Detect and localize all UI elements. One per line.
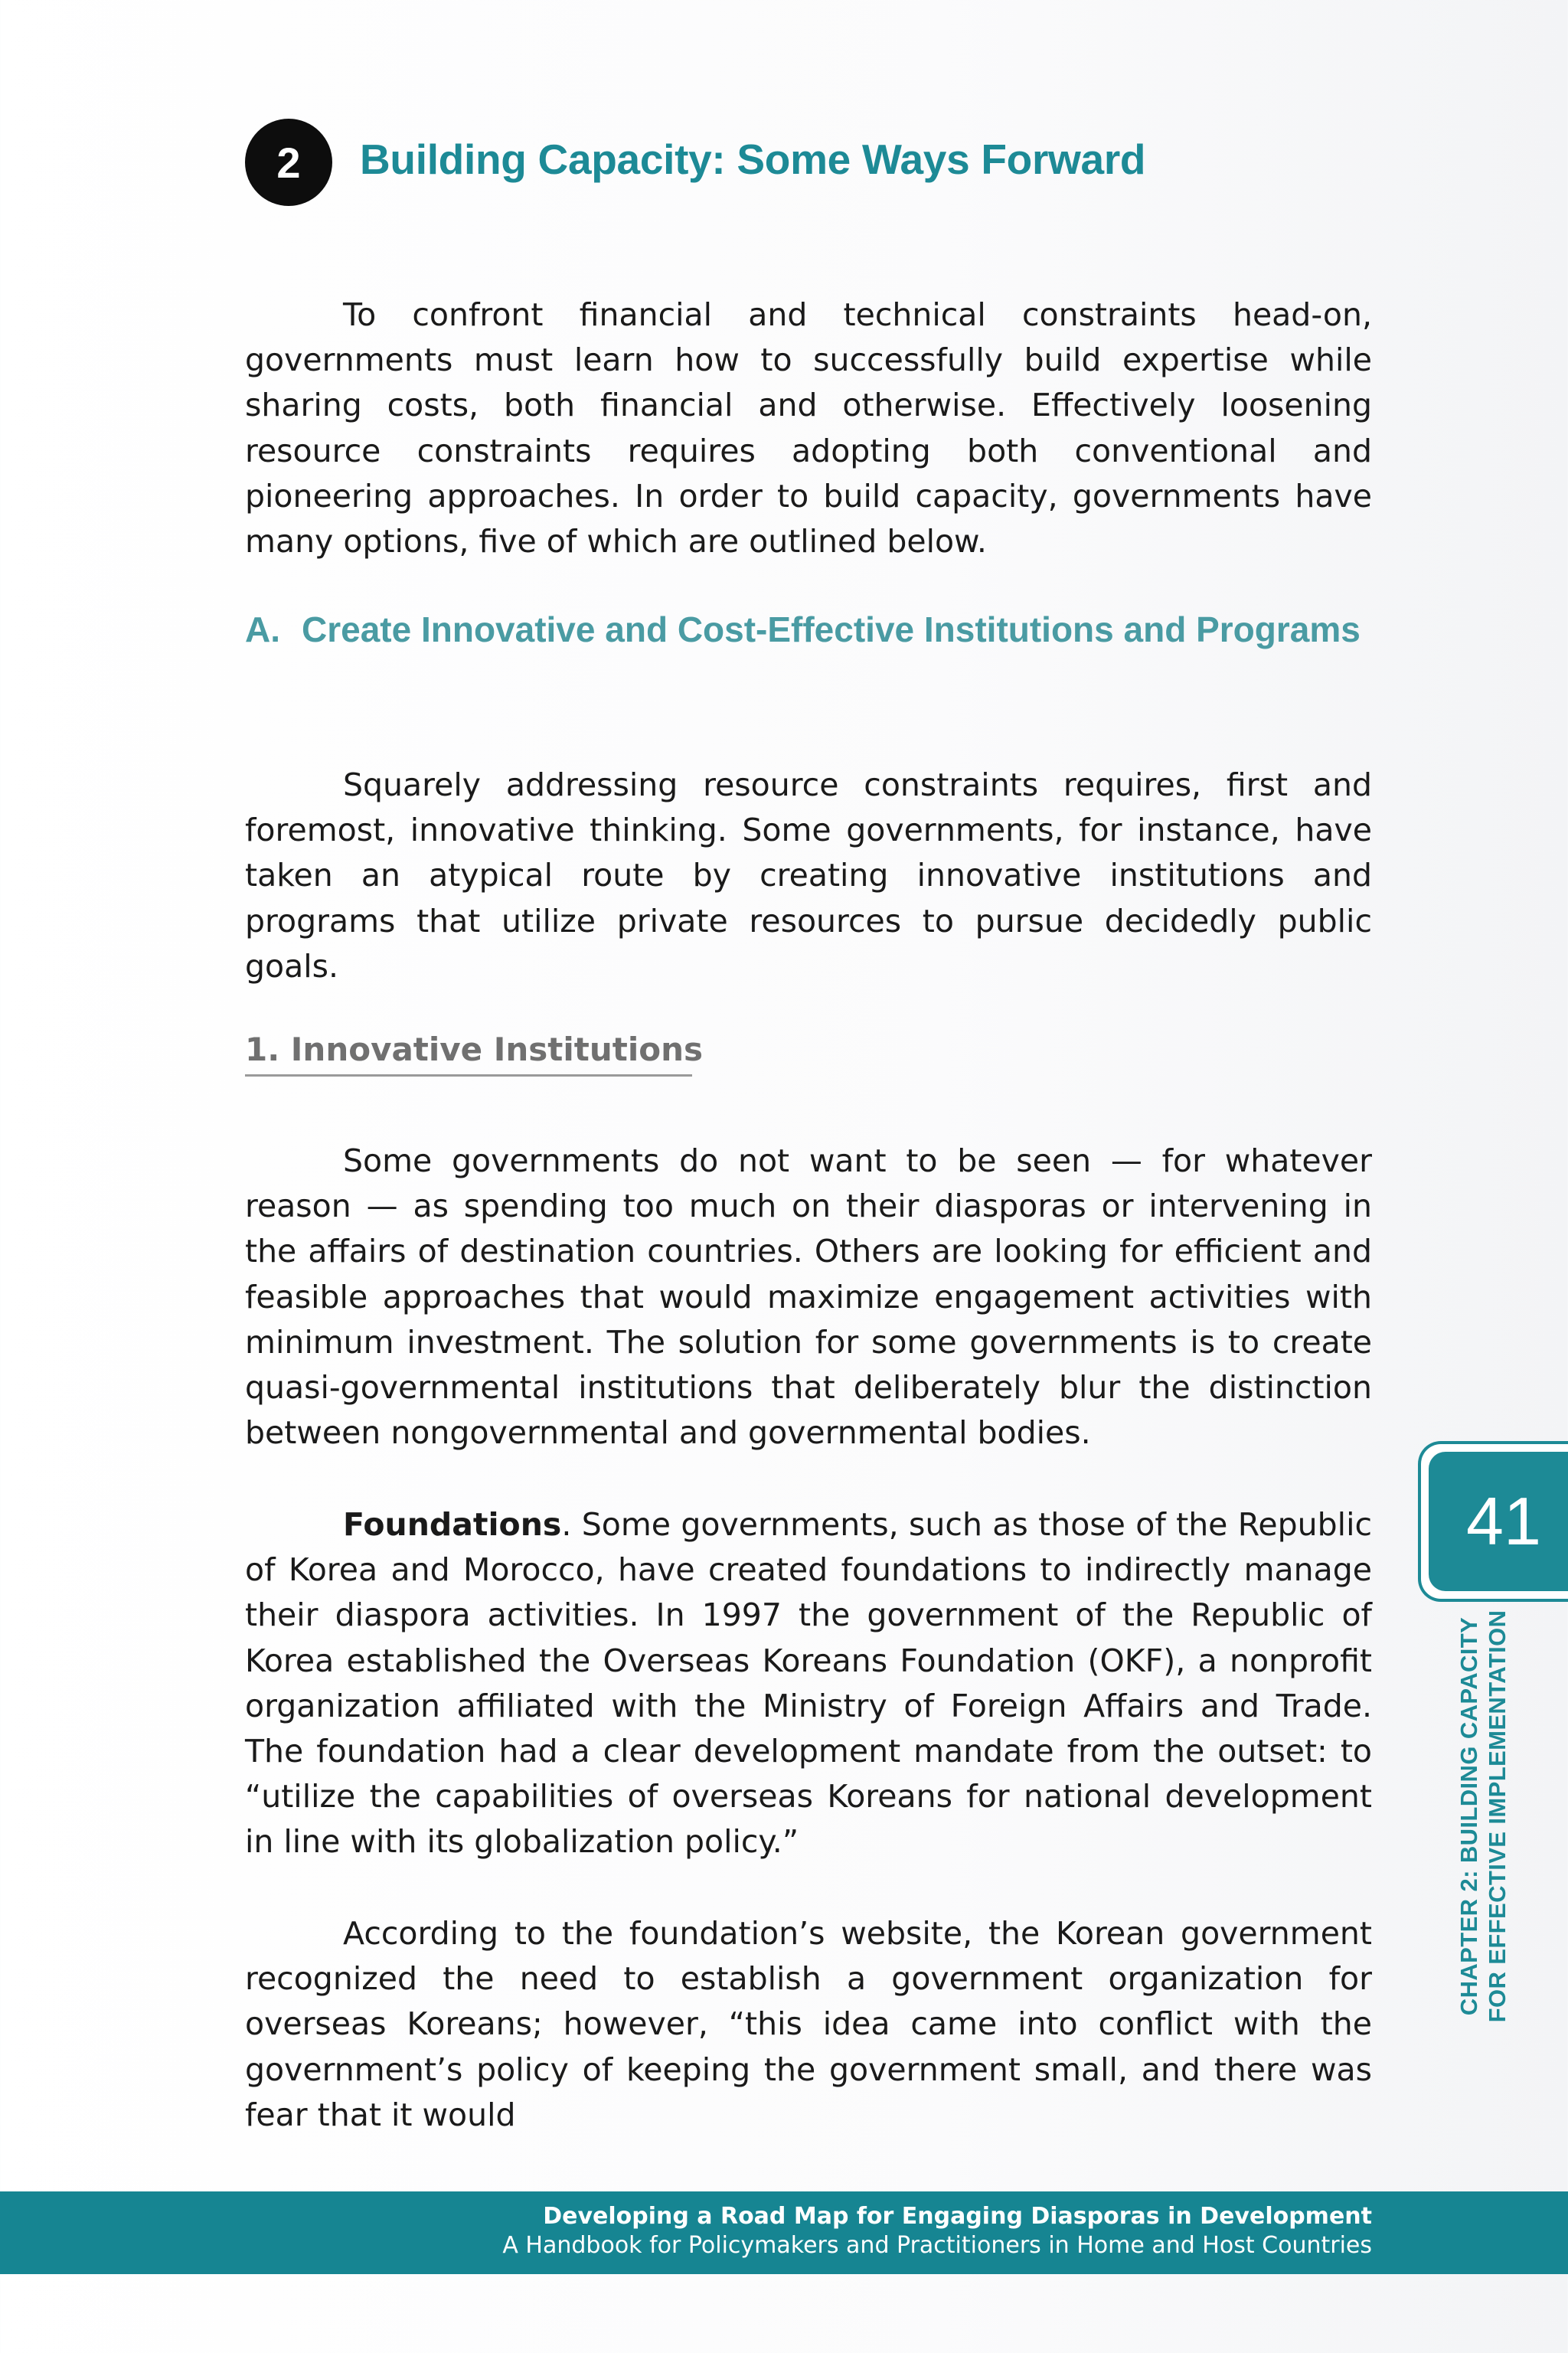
chapter-line-1: CHAPTER 2: BUILDING CAPACITY [1455, 1616, 1482, 2016]
subsection-a-title: Create Innovative and Cost-Effective Institutions and Programs [302, 609, 1361, 649]
foundations-text: . Some governments, such as those of the Republic of Korea and Morocco, have created foundations to indirectly manage their diaspora activities. In 1997 the government of the Republic of Korea established the Overseas Koreans Foundation (OKF), a nonprofit organization affiliated with the Ministry of Foreign Affairs and Trade. The foundation had a clear development mandate from the outset: to “utilize the capabilities of overseas Koreans for national development in line with its globalization policy.” [245, 1506, 1372, 1861]
foundations-block [245, 1502, 1372, 1865]
chapter-line-2: FOR EFFECTIVE IMPLEMENTATION [1484, 1610, 1511, 2023]
subsection-a-paragraph: Squarely addressing resource constraints requires, first and foremost, innovative thinking. Some governments, for instance, have taken an atypical route by creating innovative institutions and programs that utilize private resources to pursue decidedly public goals. [245, 766, 1372, 985]
intro-block [245, 292, 1372, 564]
subsection-1-heading: 1. Innovative Institutions [245, 1031, 692, 1077]
subsection-a-block [245, 763, 1372, 989]
section-title: Building Capacity: Some Ways Forward [360, 136, 1146, 183]
chapter-side-label [1455, 1610, 1511, 2023]
footer-title: Developing a Road Map for Engaging Diasporas in Development [543, 2203, 1372, 2230]
subsection-1-paragraph: Some governments do not want to be seen — for whatever reason — as spending too much on their diasporas or intervening in the affairs of destination countries. Others are looking for efficient and feasible approaches that would maximize engagement activities with minimum investment. The solution for some governments is to create quasi-governmental institutions that deliberately blur the distinction between nongovernmental and governmental bodies. [245, 1142, 1372, 1452]
section-number-badge: 2 [245, 119, 332, 206]
according-paragraph: According to the foundation’s website, the Korean government recognized the need to establish a government organization for overseas Koreans; however, “this idea came into conflict with the government’s policy of keeping the government small, and there was fear that it would [245, 1915, 1372, 2133]
page-number: 41 [1429, 1452, 1568, 1591]
intro-paragraph: To confront financial and technical constraints head-on, governments must learn how to successfully build expertise while sharing costs, both financial and otherwise. Effectively loosening resource constraints requires adopting both conventional and pioneering approaches. In order to build capacity, governments have many options, five of which are outlined below. [245, 296, 1372, 560]
subsection-1-block [245, 1139, 1372, 1456]
foundations-term: Foundations [343, 1506, 562, 1543]
foundations-paragraph [245, 1502, 1372, 1865]
according-block [245, 1911, 1372, 2138]
page-number-tab [1418, 1441, 1568, 1602]
subsection-a-label: A. [245, 609, 280, 649]
subsection-a-heading [245, 606, 1374, 652]
footer-subtitle: A Handbook for Policymakers and Practitioners in Home and Host Countries [502, 2232, 1372, 2259]
page-footer [0, 2191, 1568, 2274]
